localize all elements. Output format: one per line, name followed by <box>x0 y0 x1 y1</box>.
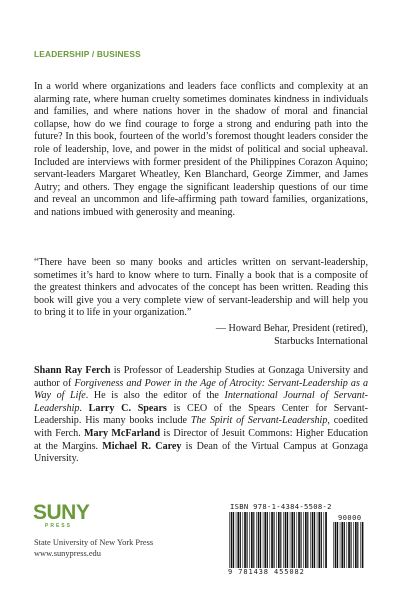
attribution-line-2: Starbucks International <box>274 335 368 347</box>
category-label: LEADERSHIP / BUSINESS <box>34 49 141 59</box>
bio-text: . <box>79 402 89 414</box>
logo-subtitle: PRESS <box>45 523 72 529</box>
quote-attribution <box>34 323 368 348</box>
bio-text: is Dean of the Virtual Campus at Gonzaga University. <box>34 440 369 465</box>
book-title: The Spirit of Servant-Leadership <box>190 415 328 427</box>
publisher-url: www.sunypress.edu <box>34 549 101 558</box>
isbn-number: ISBN 978-1-4384-5508-2 <box>230 502 332 511</box>
journal-title: International Journal of Servant-Leadership <box>34 390 368 414</box>
book-title: Forgiveness and Power in the Age of Atrocity: Servant-Leadership as a Way of Life <box>34 377 368 402</box>
addon-barcode-bars <box>332 522 366 568</box>
bio-text: is Professor of Leadership Studies at Gonzaga University and author of <box>34 365 368 389</box>
author-name-spears: Larry C. Spears <box>88 402 167 414</box>
bio-text: . He is also the editor of the <box>85 390 225 402</box>
attribution-line-1: — Howard Behar, President (retired), <box>215 323 368 334</box>
author-name-ferch: Shann Ray Ferch <box>34 365 111 376</box>
author-name-carey: Michael R. Carey <box>102 440 182 452</box>
bio-text: is CEO of the Spears Center for Servant-Leadership. His many books include <box>34 402 368 427</box>
book-description: In a world where organizations and leaders face conflicts and complexity at an alarming rate, where human cruelty sometimes dominates kindness in individuals and families, and where nations hover in the shadow of moral and financial collapse, how do we find courage to forge a strong and enduring path into the future? In this book, fourteen of the world’s foremost thought leaders consider the role of leadership, love, and power in the midst of political and social upheaval. Included are interviews with former president of the Philippines Corazon Aquino; servant-leaders Margaret Wheatley, Ken Blanchard, George Zimmer, and James Autry; and others. They engage the significant leadership questions of our time and reveal an uncommon and life-affirming path toward families, organizations, and nations imbued with generosity and meaning. <box>34 81 368 218</box>
publisher-info <box>34 537 153 559</box>
isbn-barcode <box>228 502 368 578</box>
logo-wordmark: SUNY <box>33 501 90 524</box>
barcode-addon-digits: 90000 <box>338 514 362 522</box>
endorsement-quote: “There have been so many books and articles written on servant-leadership, sometimes it’s hard to know where to turn. Finally a book that is a composite of the greatest thinkers and advocates of the concept has been written. Reading this book will give you a very complete view of servant-leadership and will help you to bring it to life in your organization.” <box>34 257 368 319</box>
author-bios <box>34 365 368 466</box>
bio-text: is Director of Jesuit Commons: Higher Education at the Margins. <box>34 427 369 452</box>
barcode-digits: 9 781438 455082 <box>228 568 305 576</box>
ean-barcode-bars <box>228 512 328 568</box>
author-name-mcfarland: Mary McFarland <box>83 427 161 439</box>
publisher-name: State University of New York Press <box>34 538 154 547</box>
bio-text: , coedited with Ferch. <box>34 415 368 439</box>
